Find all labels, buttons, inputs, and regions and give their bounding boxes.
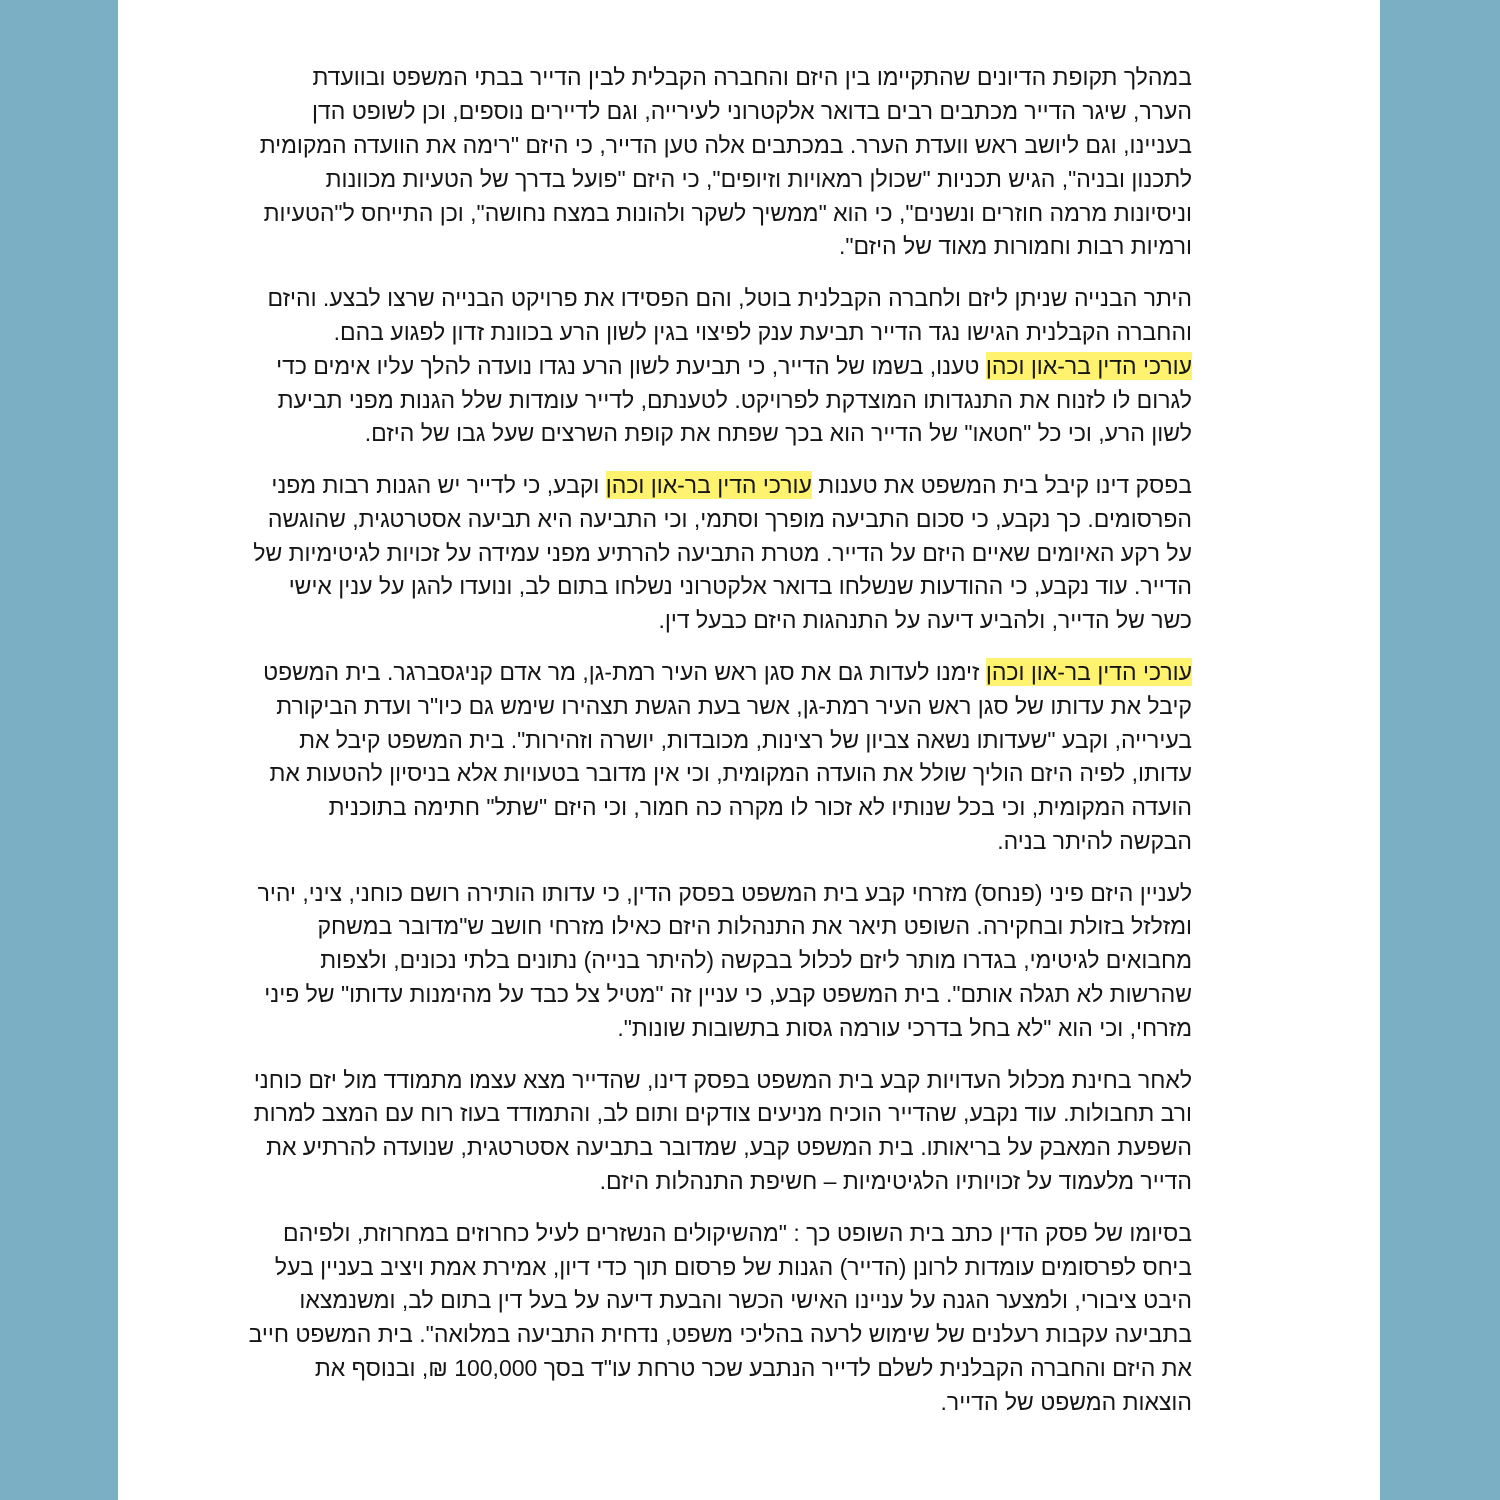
paragraph [259, 61, 1192, 264]
text-run: שהרשות לא תגלה אותם". בית המשפט קבע, כי עניין זה "מטיל צל כבד על מהימנות עדותו" של פיני [264, 981, 1192, 1008]
text-run: לתכנון ובניה", הגיש תכניות "שכולן רמאויות וזיופים", כי היזם "פועל בדרך של הטעיות מכוונות [325, 165, 1192, 192]
text-line [268, 791, 1192, 825]
text-run: ומזלזל בזולת ובחקירה. השופט תיאר את התנהלות היזם כאילו מזרחי חושב ש"מדובר במשחק [317, 913, 1192, 940]
text-line [268, 1386, 1192, 1420]
paragraph [253, 1064, 1192, 1200]
paragraph [268, 282, 1192, 451]
text-run: זימנו לעדות גם את סגן ראש העיר רמת-גן, מר אדם קניגסברגר. בית המשפט [263, 658, 986, 685]
text-line [268, 910, 1192, 944]
text-run: הועדה המקומית, וכי בכל שנותיו לא זכור לו מקרה כה חמור, וכי היזם "שתל" חתימה בתוכנית [328, 794, 1192, 821]
text-line [268, 1251, 1192, 1285]
text-line [268, 95, 1192, 129]
text-line [268, 1284, 1192, 1318]
text-line [268, 61, 1192, 95]
text-run: הדייר מלעמוד על זכויותיו הלגיטימיות – חשיפת התנהלות היזם. [599, 1168, 1192, 1195]
text-run: וניסיונות מרמה חוזרים ונשנים", כי הוא "ממשיך לשקר ולהונות במצח נחושה", וכן התייחס ל"הטעיות [263, 199, 1192, 226]
text-run: הוצאות המשפט של הדייר. [940, 1389, 1192, 1416]
text-run: במהלך תקופת הדיונים שהתקיימו בין היזם והחברה הקבלית לבין הדייר בבתי המשפט ובוועדת [312, 64, 1192, 90]
text-line [268, 1165, 1192, 1199]
paragraph [263, 656, 1192, 859]
document-body [248, 61, 1192, 1437]
text-run: טענו, בשמו של הדייר, כי תביעת לשון הרע נגדו נועדה להלך עליו אימים כדי [276, 352, 986, 379]
text-run: בסיומו של פסק הדין כתב בית השופט כך : "מהשיקולים הנשזרים לעיל כחרוזים במחרוזת, ולפיהם [283, 1219, 1192, 1246]
text-run: בתביעה עקבות רעלנים של שימוש לרעה בהליכי משפט, נדחית התביעה במלואה". בית המשפט חייב [248, 1321, 1192, 1348]
text-line [263, 197, 1192, 231]
highlighted-lawyers-name: עורכי הדין בר-און וכהן [985, 658, 1192, 685]
text-line [259, 129, 1192, 163]
highlighted-lawyers-name: עורכי הדין בר-און וכהן [985, 352, 1192, 379]
text-line [268, 1012, 1192, 1046]
text-line [268, 282, 1192, 316]
text-run: לאחר בחינת מכלול העדויות קבע בית המשפט בפסק דינו, שהדייר מצא עצמו מתמודד מול יזם כוחני [253, 1066, 1192, 1093]
text-run: היתר הבנייה שניתן ליזם ולחברה הקבלנית בוטל, והם הפסידו את פרויקט הבנייה שרצו לבצע. והיזם [267, 284, 1192, 311]
text-run: הדייר. עוד נקבע, כי ההודעות שנשלחו בדואר אלקטרוני נשלחו בתום לב, ונועדו להגן על ענין אישי [288, 573, 1192, 600]
document-page [118, 0, 1380, 1500]
text-line [268, 163, 1192, 197]
text-line [264, 978, 1192, 1012]
text-line [268, 469, 1192, 503]
text-run: את היזם והחברה הקבלנית לשלם לדייר הנתבע שכר טרחת עו"ד בסך 100,000 ₪, ובנוסף את [314, 1355, 1192, 1382]
text-line [268, 417, 1192, 451]
text-run: לשון הרע, וכי כל "חטאו" של הדייר הוא בכך שפתח את קופת השרצים שעל גבו של היזם. [364, 420, 1192, 447]
text-run: ביחס לפרסומים עומדות לרונן (הדייר) הגנות של פרסום תוך כדי דיון, אמירת אמת ויציב בעניין בעל [274, 1253, 1192, 1280]
text-run: ורב תחבולות. עוד נקבע, שהדייר הוכיח מניעים צודקים ותום לב, והתמודד בעוז רוח עם המצב למרות [253, 1100, 1192, 1127]
text-run: מחבואים לגיטימי, בגדרו מותר ליזם לכלול בבקשה (להיתר בנייה) נתונים בלתי נכונים, ולצפות [320, 947, 1192, 974]
text-run: לגרום לו לזנוח את התנגדותו המוצדקת לפרויקט. לטענתם, לדייר עומדות שלל הגנות מפני תביעת [277, 386, 1192, 413]
text-line [268, 757, 1192, 791]
text-run: קיבל את עדותו של סגן ראש העיר רמת-גן, אשר בעת הגשת תצהירו שימש גם כיו"ר ועדת הביקורת [276, 692, 1192, 719]
text-line [268, 604, 1192, 638]
text-run: לעניין היזם פיני (פנחס) מזרחי קבע בית המשפט בפסק הדין, כי עדותו הותירה רושם כוחני, ציני, יהיר [257, 879, 1192, 906]
text-line [268, 1131, 1192, 1165]
text-line [268, 316, 1192, 350]
text-run: והחברה הקבלנית הגישו נגד הדייר תביעת ענק לפיצוי בגין לשון הרע בכוונת זדון לפגוע בהם. [333, 318, 1192, 345]
text-run: בפסק דינו קיבל בית המשפט את טענות [811, 471, 1192, 498]
text-line [268, 570, 1192, 604]
text-run: עדותו, לפיה היזם הוליך שולל את הועדה המקומית, וכי אין מדובר בטעויות אלא בניסיון להטעות את [269, 760, 1192, 787]
paragraph [257, 877, 1192, 1046]
text-line [268, 944, 1192, 978]
text-line [268, 825, 1192, 859]
text-run: ורמיות רבות וחמורות מאוד של היזם". [838, 233, 1192, 260]
text-line [263, 656, 1192, 690]
highlighted-lawyers-name: עורכי הדין בר-און וכהן [605, 471, 812, 498]
text-run: הערר, שיגר הדייר מכתבים רבים בדואר אלקטרוני לעירייה, וגם לדיירים נוספים, וכן לשופט הדן [312, 97, 1192, 124]
text-run: על רקע האיומים שאיים היזם על הדייר. מטרת התביעה להרתיע מפני עמידה על זכויות לגיטימיות של [253, 539, 1192, 566]
text-line [268, 1352, 1192, 1386]
text-run: בעירייה, וקבע "שעדותו נשאה צביון של רצינות, מכובדות, יושרה וזהירות". בית המשפט קיבל את [299, 726, 1192, 753]
text-run: הבקשה להיתר בניה. [997, 828, 1192, 855]
text-run: הפרסומים. כך נקבע, כי סכום התביעה מופרך וסתמי, וכי התביעה היא תביעה אסטרטגית, שהוגשה [267, 505, 1192, 532]
paragraph [253, 469, 1192, 638]
text-line [253, 1064, 1192, 1098]
text-line [268, 724, 1192, 758]
text-run: היבט ציבורי, ולמצער הגנה על עניינו האישי הכשר והבעת דיעה על בעל דין בתום לב, ומשנמצאו [299, 1287, 1192, 1314]
text-run: מזרחי, וכי הוא "לא בחל בדרכי עורמה גסות בתשובות שונות". [617, 1015, 1192, 1042]
text-line [248, 1318, 1192, 1352]
text-line [253, 1097, 1192, 1131]
text-line [268, 230, 1192, 264]
text-line [268, 690, 1192, 724]
text-line [268, 503, 1192, 537]
text-line [268, 350, 1192, 384]
text-run: השפעת המאבק על בריאותו. בית המשפט קבע, שמדובר בתביעה אסטרטגית, שנועדה להרתיע את [266, 1134, 1192, 1161]
text-line [268, 384, 1192, 418]
text-line [268, 1217, 1192, 1251]
text-line [253, 537, 1192, 571]
text-run: כשר של הדייר, ולהביע דיעה על התנהגות היזם כבעל דין. [658, 607, 1192, 634]
text-run: בעניינו, וגם ליושב ראש וועדת הערר. במכתבים אלה טען הדייר, כי היזם "רימה את הוועדה המקומית [259, 131, 1192, 158]
text-run: וקבע, כי לדייר יש הגנות רבות מפני [271, 471, 606, 498]
text-line [257, 877, 1192, 911]
paragraph [248, 1217, 1192, 1420]
